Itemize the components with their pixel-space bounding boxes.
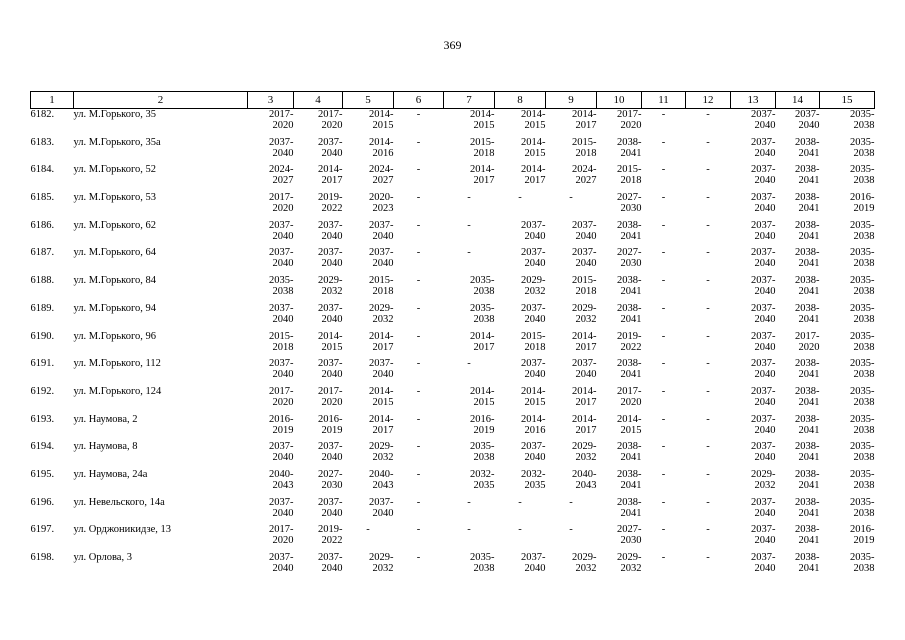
period-cell: - [416,247,421,259]
column-header: 12 [686,92,731,109]
period-cell: 2035- 2038 [470,302,495,325]
address-cell: ул. М.Горького, 84 [73,275,157,287]
period-cell: 2029- 2032 [572,302,597,325]
period-cell: 2037- 2040 [318,441,343,464]
column-header: 11 [642,92,686,109]
period-cell: 2037- 2040 [318,136,343,159]
row-number: 6185. [30,192,55,204]
period-cell: - [518,496,522,508]
period-cell: 2037- 2040 [521,302,546,325]
period-cell: - [661,275,666,287]
column-header: 10 [597,92,642,109]
row-number: 6192. [30,385,55,397]
period-cell: 2037- 2040 [269,136,294,159]
period-cell: 2037- 2040 [751,330,776,353]
period-cell: - [706,385,710,397]
row-number: 6183. [30,136,55,148]
period-cell: - [706,496,710,508]
period-cell: 2035- 2038 [470,552,495,574]
row-number: 6187. [30,247,55,259]
column-header: 7 [444,92,495,109]
column-header: 3 [248,92,294,109]
address-cell: ул. М.Горького, 112 [73,358,161,370]
period-cell: 2037- 2040 [751,219,776,242]
period-cell: - [416,330,421,342]
period-cell: 2035- 2038 [850,552,875,574]
period-cell: 2038- 2041 [795,275,820,298]
period-cell: 2020- 2023 [369,192,394,215]
period-cell: - [416,109,421,120]
period-cell: - [416,275,421,287]
period-cell: 2038- 2041 [795,552,820,574]
period-cell: - [467,247,471,259]
period-cell: 2035- 2038 [850,275,875,298]
address-cell: ул. Орджоникидзе, 13 [73,524,172,536]
table-row [31,303,875,331]
address-cell: ул. Наумова, 2 [73,413,138,425]
period-cell: - [706,358,710,370]
period-cell: 2037- 2040 [269,552,294,574]
period-cell: - [467,219,471,231]
address-cell: ул. М.Горького, 94 [73,302,157,314]
period-cell: 2037- 2040 [269,302,294,325]
table-row [31,164,875,192]
period-cell: - [706,219,710,231]
row-number: 6182. [30,109,55,120]
period-cell: - [661,330,666,342]
period-cell: 2014- 2015 [318,330,343,353]
period-cell: 2014- 2016 [521,413,546,436]
period-cell: 2014- 2017 [470,164,495,187]
period-cell: - [569,496,573,508]
period-cell: 2038- 2041 [617,275,642,298]
header-row [31,92,875,109]
column-header: 13 [731,92,776,109]
period-cell: - [416,385,421,397]
table-row [31,247,875,275]
period-cell: 2037- 2040 [751,385,776,408]
period-cell: - [661,109,666,120]
row-number: 6195. [30,468,55,480]
period-cell: 2038- 2041 [795,524,820,547]
period-cell: 2015- 2018 [521,330,546,353]
period-cell: 2037- 2040 [751,275,776,298]
period-cell: - [706,247,710,259]
period-cell: 2038- 2041 [795,302,820,325]
period-cell: - [661,552,666,563]
period-cell: 2016- 2019 [269,413,294,436]
period-cell: 2038- 2041 [795,441,820,464]
period-cell: 2015- 2018 [269,330,294,353]
period-cell: - [661,358,666,370]
column-header: 1 [31,92,74,109]
row-number: 6196. [30,496,55,508]
table-row [31,497,875,525]
period-cell: - [706,275,710,287]
period-cell: - [416,413,421,425]
column-header: 4 [294,92,343,109]
address-cell: ул. М.Горького, 52 [73,164,157,176]
period-cell: 2035- 2038 [850,136,875,159]
period-cell: 2016- 2019 [470,413,495,436]
row-number: 6189. [30,302,55,314]
table-row [31,441,875,469]
period-cell: 2014- 2017 [572,330,597,353]
period-cell: 2037- 2040 [751,247,776,270]
period-cell: - [416,164,421,176]
period-cell: 2038- 2041 [795,136,820,159]
period-cell: 2040- 2043 [269,468,294,491]
table-body [31,109,875,580]
period-cell: 2037- 2040 [521,441,546,464]
period-cell: 2017- 2020 [318,385,343,408]
period-cell: 2014- 2017 [521,164,546,187]
period-cell: 2024- 2027 [269,164,294,187]
column-header: 6 [394,92,444,109]
period-cell: - [366,524,370,536]
period-cell: 2037- 2040 [751,441,776,464]
period-cell: 2035- 2038 [470,275,495,298]
period-cell: 2017- 2020 [617,385,642,408]
period-cell: 2014- 2017 [572,413,597,436]
period-cell: - [416,219,421,231]
address-cell: ул. М.Горького, 124 [73,385,162,397]
table-row [31,358,875,386]
period-cell: - [661,247,666,259]
period-cell: 2014- 2017 [470,330,495,353]
period-cell: 2019- 2022 [617,330,642,353]
period-cell: 2014- 2017 [369,413,394,436]
period-cell: - [467,496,471,508]
period-cell: 2035- 2038 [470,441,495,464]
table-row [31,414,875,442]
period-cell: 2037- 2040 [369,358,394,381]
period-cell: 2017- 2020 [269,385,294,408]
period-cell: 2029- 2032 [318,275,343,298]
period-cell: - [661,441,666,453]
table-row [31,524,875,552]
address-cell: ул. Орлова, 3 [73,552,132,563]
period-cell: 2014- 2015 [521,385,546,408]
period-cell: 2035- 2038 [269,275,294,298]
period-cell: - [416,358,421,370]
table-row [31,192,875,220]
period-cell: - [416,192,421,204]
period-cell: - [706,524,710,536]
period-cell: 2037- 2040 [572,358,597,381]
period-cell: - [518,524,522,536]
period-cell: 2037- 2040 [521,552,546,574]
row-number: 6184. [30,164,55,176]
period-cell: 2017- 2020 [795,330,820,353]
period-cell: - [569,524,573,536]
column-header: 15 [820,92,875,109]
period-cell: 2027- 2030 [617,247,642,270]
period-cell: - [706,413,710,425]
period-cell: - [661,136,666,148]
row-number: 6198. [30,552,55,563]
period-cell: 2037- 2040 [795,109,820,131]
period-cell: 2035- 2038 [850,164,875,187]
column-header: 2 [74,92,248,109]
period-cell: 2017- 2020 [269,524,294,547]
period-cell: 2016- 2019 [318,413,343,436]
period-cell: 2037- 2040 [751,524,776,547]
period-cell: 2037- 2040 [751,496,776,519]
period-cell: 2037- 2040 [521,247,546,270]
period-cell: 2016- 2019 [850,524,875,547]
period-cell: 2015- 2018 [369,275,394,298]
period-cell: 2017- 2020 [318,109,343,131]
period-cell: - [569,192,573,204]
period-cell: - [416,441,421,453]
table-row [31,109,875,137]
period-cell: 2016- 2019 [850,192,875,215]
address-cell: ул. Наумова, 24а [73,468,148,480]
period-cell: 2037- 2040 [369,496,394,519]
period-cell: 2037- 2040 [751,413,776,436]
period-cell: 2037- 2040 [751,358,776,381]
row-number: 6190. [30,330,55,342]
address-cell: ул. М.Горького, 35а [73,136,161,148]
period-cell: - [706,468,710,480]
period-cell: 2019- 2022 [318,524,343,547]
register-table [30,91,875,580]
period-cell: 2037- 2040 [521,358,546,381]
period-cell: - [706,164,710,176]
period-cell: 2035- 2038 [850,302,875,325]
period-cell: 2014- 2015 [521,136,546,159]
period-cell: 2038- 2041 [795,247,820,270]
period-cell: 2037- 2040 [751,552,776,574]
period-cell: 2037- 2040 [269,496,294,519]
period-cell: 2037- 2040 [751,109,776,131]
address-cell: ул. Наумова, 8 [73,441,138,453]
period-cell: 2037- 2040 [318,302,343,325]
period-cell: - [706,136,710,148]
period-cell: - [416,552,421,563]
period-cell: - [661,385,666,397]
period-cell: 2024- 2027 [572,164,597,187]
period-cell: 2037- 2040 [572,247,597,270]
period-cell: - [661,192,666,204]
period-cell: 2014- 2016 [369,136,394,159]
period-cell: - [467,524,471,536]
period-cell: 2037- 2040 [751,136,776,159]
address-cell: ул. М.Горького, 96 [73,330,157,342]
period-cell: 2014- 2015 [617,413,642,436]
column-header: 8 [495,92,546,109]
period-cell: 2035- 2038 [850,358,875,381]
period-cell: - [706,330,710,342]
period-cell: 2029- 2032 [369,552,394,574]
period-cell: 2014- 2015 [521,109,546,131]
period-cell: 2017- 2020 [617,109,642,131]
period-cell: 2014- 2017 [572,109,597,131]
period-cell: 2027- 2030 [617,524,642,547]
period-cell: 2024- 2027 [369,164,394,187]
table-row [31,137,875,165]
period-cell: 2027- 2030 [318,468,343,491]
period-cell: - [706,302,710,314]
period-cell: 2038- 2041 [617,496,642,519]
period-cell: 2035- 2038 [850,413,875,436]
period-cell: - [518,192,522,204]
period-cell: - [416,136,421,148]
period-cell: 2035- 2038 [850,330,875,353]
period-cell: 2029- 2032 [369,302,394,325]
period-cell: 2037- 2040 [572,219,597,242]
period-cell: 2019- 2022 [318,192,343,215]
row-number: 6186. [30,219,55,231]
period-cell: 2035- 2038 [850,468,875,491]
period-cell: - [661,302,666,314]
table-row [31,220,875,248]
period-cell: 2038- 2041 [617,302,642,325]
period-cell: 2014- 2015 [369,385,394,408]
period-cell: 2017- 2020 [269,109,294,131]
period-cell: 2037- 2040 [751,192,776,215]
period-cell: - [706,441,710,453]
period-cell: 2037- 2040 [318,219,343,242]
period-cell: 2037- 2040 [318,496,343,519]
address-cell: ул. М.Горького, 62 [73,219,157,231]
period-cell: 2014- 2015 [369,109,394,131]
period-cell: 2037- 2040 [751,302,776,325]
period-cell: 2037- 2040 [318,358,343,381]
period-cell: 2038- 2041 [617,441,642,464]
period-cell: - [467,358,471,370]
column-header: 5 [343,92,394,109]
table-row [31,469,875,497]
period-cell: 2032- 2035 [521,468,546,491]
period-cell: 2029- 2032 [617,552,642,574]
period-cell: - [661,524,666,536]
row-number: 6194. [30,441,55,453]
address-cell: ул. Невельского, 14а [73,496,165,508]
period-cell: 2038- 2041 [795,468,820,491]
period-cell: 2040- 2043 [572,468,597,491]
period-cell: 2014- 2017 [572,385,597,408]
period-cell: 2029- 2032 [521,275,546,298]
column-header: 14 [776,92,820,109]
period-cell: 2014- 2015 [470,385,495,408]
period-cell: 2035- 2038 [850,219,875,242]
row-number: 6188. [30,275,55,287]
page-number: 369 [443,38,462,52]
period-cell: 2015- 2018 [470,136,495,159]
period-cell: 2014- 2017 [318,164,343,187]
period-cell: 2037- 2040 [369,247,394,270]
period-cell: 2014- 2015 [470,109,495,131]
row-number: 6191. [30,358,55,370]
period-cell: 2038- 2041 [795,192,820,215]
period-cell: - [661,219,666,231]
period-cell: 2037- 2040 [269,358,294,381]
row-number: 6197. [30,524,55,536]
period-cell: 2035- 2038 [850,247,875,270]
period-cell: 2035- 2038 [850,496,875,519]
period-cell: 2037- 2040 [269,219,294,242]
period-cell: 2038- 2041 [617,468,642,491]
period-cell: 2029- 2032 [751,468,776,491]
period-cell: - [706,192,710,204]
period-cell: 2040- 2043 [369,468,394,491]
period-cell: 2038- 2041 [617,136,642,159]
period-cell: 2037- 2040 [521,219,546,242]
period-cell: - [467,192,471,204]
period-cell: 2038- 2041 [795,219,820,242]
period-cell: 2037- 2040 [318,247,343,270]
period-cell: 2029- 2032 [572,441,597,464]
period-cell: 2038- 2041 [795,164,820,187]
column-header: 9 [546,92,597,109]
period-cell: - [416,468,421,480]
period-cell: 2038- 2041 [795,496,820,519]
period-cell: 2015- 2018 [572,136,597,159]
period-cell: - [706,552,710,563]
period-cell: 2037- 2040 [269,247,294,270]
table-row [31,331,875,359]
table-row [31,552,875,580]
address-cell: ул. М.Горького, 53 [73,192,157,204]
period-cell: 2037- 2040 [318,552,343,574]
period-cell: 2015- 2018 [617,164,642,187]
row-number: 6193. [30,413,55,425]
period-cell: 2037- 2040 [269,441,294,464]
period-cell: 2038- 2041 [795,413,820,436]
period-cell: 2035- 2038 [850,385,875,408]
table-row [31,275,875,303]
table-row [31,386,875,414]
period-cell: 2032- 2035 [470,468,495,491]
period-cell: 2038- 2041 [617,358,642,381]
period-cell: - [416,524,421,536]
period-cell: - [661,496,666,508]
address-cell: ул. М.Горького, 35 [73,109,157,120]
address-cell: ул. М.Горького, 64 [73,247,157,259]
period-cell: - [661,413,666,425]
period-cell: 2015- 2018 [572,275,597,298]
period-cell: - [416,302,421,314]
period-cell: 2038- 2041 [617,219,642,242]
period-cell: 2037- 2040 [751,164,776,187]
period-cell: 2037- 2040 [369,219,394,242]
period-cell: 2029- 2032 [572,552,597,574]
period-cell: 2035- 2038 [850,109,875,131]
period-cell: - [661,164,666,176]
period-cell: 2027- 2030 [617,192,642,215]
period-cell: - [416,496,421,508]
period-cell: 2014- 2017 [369,330,394,353]
period-cell: 2035- 2038 [850,441,875,464]
period-cell: 2038- 2041 [795,385,820,408]
period-cell: 2029- 2032 [369,441,394,464]
period-cell: 2017- 2020 [269,192,294,215]
period-cell: - [706,109,710,120]
period-cell: 2038- 2041 [795,358,820,381]
period-cell: - [661,468,666,480]
